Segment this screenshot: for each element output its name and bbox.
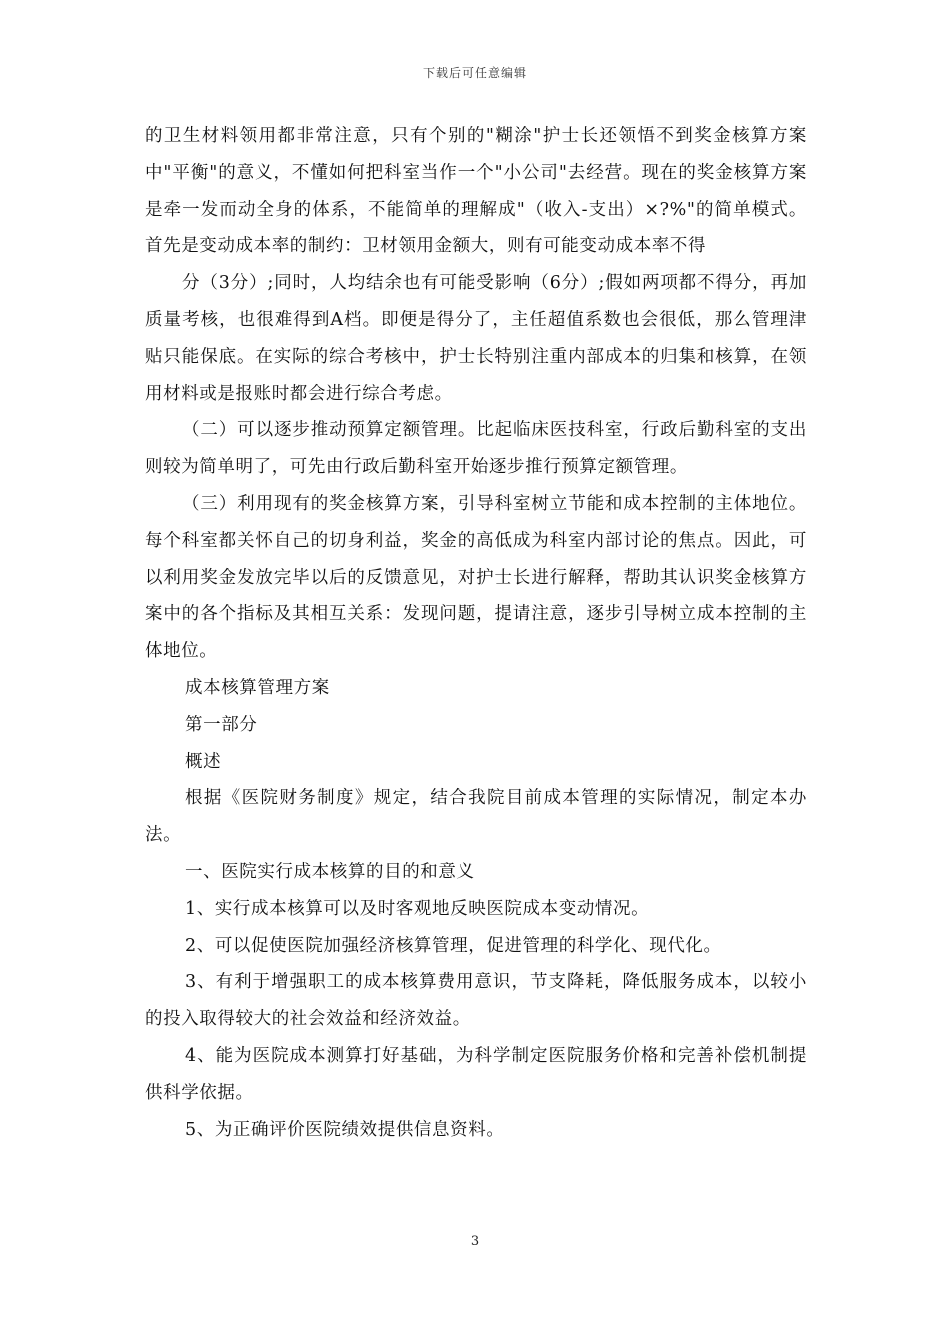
- heading-purpose: 一、医院实行成本核算的目的和意义: [185, 861, 475, 882]
- list-item-4: 4、能为医院成本测算打好基础，为科学制定医院服务价格和完善补偿机制提供科学依据。: [145, 1045, 807, 1103]
- list-item-1: 1、实行成本核算可以及时客观地反映医院成本变动情况。: [185, 898, 650, 919]
- page-header-note: 下载后可任意编辑: [422, 66, 527, 80]
- part-title: 第一部分: [185, 714, 258, 735]
- paragraph-bonus-scheme: （三）利用现有的奖金核算方案，引导科室树立节能和成本控制的主体地位。每个科室都关怀自己的切身利益，奖金的高低成为科室内部讨论的焦点。因此，可以利用奖金发放完毕以后的反馈意见，对护士长进行解释，帮助其认识奖金核算方案中的各个指标及其相互关系：发现问题，提请注意，逐步引导树立成本控制的主体地位。: [145, 493, 807, 662]
- list-item-2: 2、可以促使医院加强经济核算管理，促进管理的科学化、现代化。: [185, 935, 722, 956]
- list-item-5: 5、为正确评价医院绩效提供信息资料。: [185, 1119, 505, 1140]
- document-body: [145, 118, 807, 1148]
- paragraph-budget-quota: （二）可以逐步推动预算定额管理。比起临床医技科室，行政后勤科室的支出则较为简单明了，可先由行政后勤科室开始逐步推行预算定额管理。: [145, 420, 807, 478]
- page-number: 3: [470, 1234, 480, 1249]
- list-item-3: 3、有利于增强职工的成本核算费用意识，节支降耗，降低服务成本，以较小的投入取得较大的社会效益和经济效益。: [145, 972, 807, 1030]
- paragraph-score-explanation: 分（3分）;同时，人均结余也有可能受影响（6分）;假如两项都不得分，再加质量考核，也很难得到A档。即便是得分了，主任超值系数也会很低，那么管理津贴只能保底。在实际的综合考核中，护士长特别注重内部成本的归集和核算，在领用材料或是报账时都会进行综合考虑。: [145, 273, 807, 404]
- paragraph-continuation: 的卫生材料领用都非常注意，只有个别的"糊涂"护士长还领悟不到奖金核算方案中"平衡"的意义，不懂如何把科室当作一个"小公司"去经营。现在的奖金核算方案是牵一发而动全身的体系，不能简单的理解成"（收入-支出）×?%"的简单模式。首先是变动成本率的制约：卫材领用金额大，则有可能变动成本率不得: [145, 126, 807, 257]
- paragraph-basis: 根据《医院财务制度》规定，结合我院目前成本管理的实际情况，制定本办法。: [145, 788, 807, 846]
- overview-heading: 概述: [185, 751, 222, 772]
- section-title: 成本核算管理方案: [185, 677, 330, 698]
